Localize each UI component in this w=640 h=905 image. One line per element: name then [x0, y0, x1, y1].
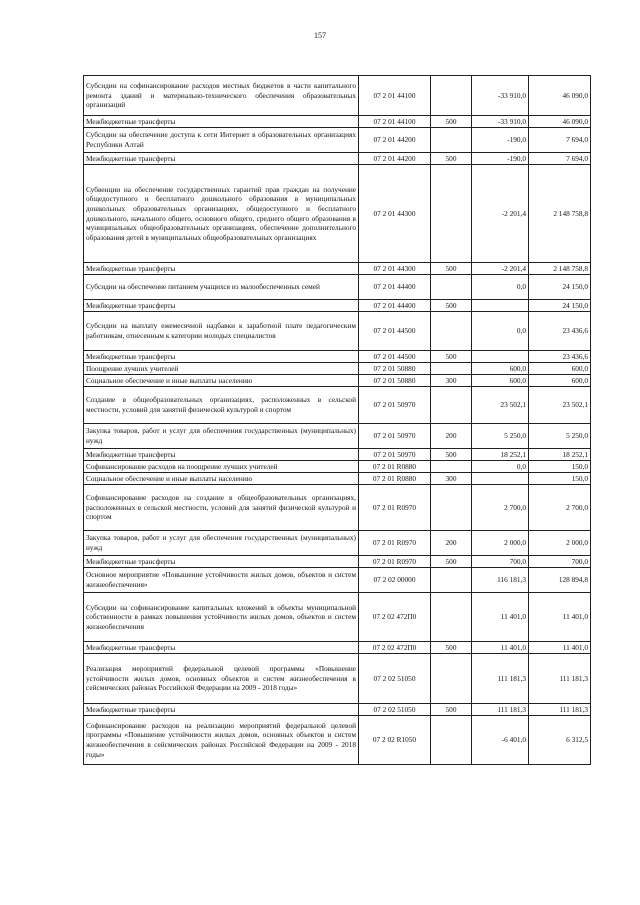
- row-csr-cell: 07 2 02 51050: [359, 704, 431, 716]
- row-vr-cell: [431, 275, 472, 300]
- row-csr-cell: 07 2 02 472П0: [359, 642, 431, 654]
- row-csr-cell: 07 2 01 44400: [359, 275, 431, 300]
- row-change-cell: 0,0: [472, 312, 529, 351]
- row-vr-cell: [431, 165, 472, 263]
- row-change-cell: 23 502,1: [472, 387, 529, 424]
- row-csr-cell: 07 2 01 44200: [359, 153, 431, 165]
- row-change-cell: -2 201,4: [472, 263, 529, 275]
- row-vr-cell: 500: [431, 351, 472, 363]
- row-vr-cell: [431, 312, 472, 351]
- row-vr-cell: [431, 593, 472, 642]
- table-row: [84, 300, 591, 312]
- row-vr-cell: [431, 485, 472, 531]
- row-vr-cell: 500: [431, 300, 472, 312]
- row-change-cell: -190,0: [472, 153, 529, 165]
- table-row: [84, 165, 591, 263]
- row-name-cell: Межбюджетные трансферты: [84, 116, 359, 128]
- row-change-cell: -190,0: [472, 128, 529, 153]
- row-csr-cell: 07 2 01 50970: [359, 387, 431, 424]
- row-total-cell: 11 401,0: [529, 642, 591, 654]
- row-total-cell: 18 252,1: [529, 449, 591, 461]
- row-name-cell: Субвенции на обеспечение государственных гарантий прав граждан на получение общедоступного и бесплатного дошкольного образования в муниципальных дошкольных образовательных организациях, общедоступного и бесплатного дошкольного, начального общего, основного общего, среднего общего образования в муниципальных общеобразовательных организациях, обеспечение дополнительного образования детей в муниципальных общеобразовательных организациях: [84, 165, 359, 263]
- row-change-cell: 18 252,1: [472, 449, 529, 461]
- table-row: [84, 387, 591, 424]
- row-vr-cell: 300: [431, 375, 472, 387]
- table-row: [84, 593, 591, 642]
- row-change-cell: [472, 473, 529, 485]
- row-total-cell: 111 181,3: [529, 704, 591, 716]
- row-name-cell: Софинансирование расходов на реализацию мероприятий федеральной целевой программы «Повышение устойчивости жилых домов, основных объектов и систем жизнеобеспечения в сейсмических районах Российской Федерации на 2009 - 2018 годы»: [84, 716, 359, 765]
- row-total-cell: 2 148 758,8: [529, 165, 591, 263]
- row-total-cell: 24 150,0: [529, 275, 591, 300]
- row-csr-cell: 07 2 02 472П0: [359, 593, 431, 642]
- table-row: [84, 363, 591, 375]
- budget-table: [83, 75, 591, 765]
- table-row: [84, 312, 591, 351]
- row-csr-cell: 07 2 02 R1050: [359, 716, 431, 765]
- table-row: [84, 449, 591, 461]
- table-row: [84, 116, 591, 128]
- row-name-cell: Межбюджетные трансферты: [84, 704, 359, 716]
- row-csr-cell: 07 2 01 R0970: [359, 531, 431, 556]
- row-csr-cell: 07 2 01 R0880: [359, 461, 431, 473]
- table-row: [84, 76, 591, 116]
- row-name-cell: Софинансирование расходов на поощрение лучших учителей: [84, 461, 359, 473]
- row-vr-cell: 500: [431, 556, 472, 568]
- row-total-cell: 128 894,8: [529, 568, 591, 593]
- row-change-cell: [472, 351, 529, 363]
- row-total-cell: 46 090,0: [529, 76, 591, 116]
- table-row: [84, 568, 591, 593]
- table-row: [84, 461, 591, 473]
- row-name-cell: Субсидии на обеспечение доступа к сети Интернет в образовательных организациях Республики Алтай: [84, 128, 359, 153]
- row-vr-cell: 300: [431, 473, 472, 485]
- row-vr-cell: [431, 76, 472, 116]
- row-change-cell: -33 910,0: [472, 76, 529, 116]
- row-change-cell: 600,0: [472, 375, 529, 387]
- row-vr-cell: [431, 363, 472, 375]
- row-name-cell: Закупка товаров, работ и услуг для обеспечения государственных (муниципальных) нужд: [84, 531, 359, 556]
- row-change-cell: 11 401,0: [472, 642, 529, 654]
- row-total-cell: 23 502,1: [529, 387, 591, 424]
- row-csr-cell: 07 2 01 44400: [359, 300, 431, 312]
- row-vr-cell: [431, 568, 472, 593]
- row-total-cell: 150,0: [529, 461, 591, 473]
- row-name-cell: Межбюджетные трансферты: [84, 351, 359, 363]
- row-name-cell: Межбюджетные трансферты: [84, 153, 359, 165]
- row-name-cell: Субсидии на обеспечение питанием учащихся из малообеспеченных семей: [84, 275, 359, 300]
- row-csr-cell: 07 2 01 44500: [359, 312, 431, 351]
- row-change-cell: 116 181,3: [472, 568, 529, 593]
- row-csr-cell: 07 2 01 R0970: [359, 485, 431, 531]
- row-csr-cell: 07 2 01 44500: [359, 351, 431, 363]
- row-vr-cell: [431, 128, 472, 153]
- row-name-cell: Реализация мероприятий федеральной целевой программы «Повышение устойчивости жилых домов, основных объектов и систем жизнеобеспечения в сейсмических районах Российской Федерации на 2009 - 2018 годы»: [84, 654, 359, 704]
- table-row: [84, 556, 591, 568]
- row-csr-cell: 07 2 01 44200: [359, 128, 431, 153]
- row-total-cell: 600,0: [529, 363, 591, 375]
- row-csr-cell: 07 2 01 R0970: [359, 556, 431, 568]
- row-change-cell: 5 250,0: [472, 424, 529, 449]
- row-csr-cell: 07 2 02 51050: [359, 654, 431, 704]
- row-vr-cell: 500: [431, 704, 472, 716]
- row-change-cell: 0,0: [472, 275, 529, 300]
- row-change-cell: 2 000,0: [472, 531, 529, 556]
- row-change-cell: -6 401,0: [472, 716, 529, 765]
- row-total-cell: 2 148 758,8: [529, 263, 591, 275]
- row-total-cell: 7 694,0: [529, 128, 591, 153]
- row-vr-cell: [431, 654, 472, 704]
- row-name-cell: Субсидии на выплату ежемесячной надбавки к заработной плате педагогическим работникам, отнесенным к категории молодых специалистов: [84, 312, 359, 351]
- row-change-cell: -33 910,0: [472, 116, 529, 128]
- table-row: [84, 153, 591, 165]
- row-change-cell: 111 181,3: [472, 654, 529, 704]
- row-name-cell: Субсидии на софинансирование расходов местных бюджетов в части капитального ремонта зданий и материально-технического обеспечения образовательных организаций: [84, 76, 359, 116]
- table-row: [84, 642, 591, 654]
- table-row: [84, 263, 591, 275]
- page-number: 157: [314, 31, 326, 40]
- row-csr-cell: 07 2 01 44100: [359, 76, 431, 116]
- table-row: [84, 424, 591, 449]
- table-row: [84, 531, 591, 556]
- table-row: [84, 654, 591, 704]
- row-total-cell: 150,0: [529, 473, 591, 485]
- row-csr-cell: 07 2 01 44300: [359, 165, 431, 263]
- row-change-cell: 700,0: [472, 556, 529, 568]
- row-name-cell: Социальное обеспечение и иные выплаты населению: [84, 375, 359, 387]
- table-row: [84, 128, 591, 153]
- row-total-cell: 23 436,6: [529, 351, 591, 363]
- budget-table-body: [84, 76, 591, 765]
- row-change-cell: 0,0: [472, 461, 529, 473]
- row-vr-cell: 200: [431, 424, 472, 449]
- table-row: [84, 716, 591, 765]
- row-total-cell: 5 250,0: [529, 424, 591, 449]
- row-name-cell: Поощрение лучших учителей: [84, 363, 359, 375]
- row-total-cell: 11 401,0: [529, 593, 591, 642]
- table-row: [84, 485, 591, 531]
- row-change-cell: [472, 300, 529, 312]
- row-vr-cell: 500: [431, 642, 472, 654]
- row-vr-cell: 500: [431, 116, 472, 128]
- row-total-cell: 700,0: [529, 556, 591, 568]
- row-change-cell: -2 201,4: [472, 165, 529, 263]
- row-total-cell: 2 000,0: [529, 531, 591, 556]
- row-change-cell: 111 181,3: [472, 704, 529, 716]
- row-total-cell: 600,0: [529, 375, 591, 387]
- row-csr-cell: 07 2 01 44100: [359, 116, 431, 128]
- row-vr-cell: 500: [431, 263, 472, 275]
- row-vr-cell: 500: [431, 153, 472, 165]
- row-vr-cell: [431, 716, 472, 765]
- row-vr-cell: [431, 387, 472, 424]
- row-name-cell: Межбюджетные трансферты: [84, 449, 359, 461]
- row-name-cell: Межбюджетные трансферты: [84, 556, 359, 568]
- row-csr-cell: 07 2 02 00000: [359, 568, 431, 593]
- row-csr-cell: 07 2 01 50970: [359, 424, 431, 449]
- row-name-cell: Межбюджетные трансферты: [84, 642, 359, 654]
- row-csr-cell: 07 2 01 44300: [359, 263, 431, 275]
- row-csr-cell: 07 2 01 50970: [359, 449, 431, 461]
- row-vr-cell: 200: [431, 531, 472, 556]
- row-change-cell: 600,0: [472, 363, 529, 375]
- row-name-cell: Межбюджетные трансферты: [84, 300, 359, 312]
- row-name-cell: Создание в общеобразовательных организациях, расположенных в сельской местности, условий для занятий физической культурой и спортом: [84, 387, 359, 424]
- row-name-cell: Социальное обеспечение и иные выплаты населению: [84, 473, 359, 485]
- row-vr-cell: [431, 461, 472, 473]
- row-name-cell: Межбюджетные трансферты: [84, 263, 359, 275]
- row-csr-cell: 07 2 01 50880: [359, 363, 431, 375]
- row-csr-cell: 07 2 01 50880: [359, 375, 431, 387]
- table-row: [84, 351, 591, 363]
- row-name-cell: Субсидии на софинансирование капитальных вложений в объекты муниципальной собственности в рамках повышения устойчивости жилых домов, объектов и систем жизнеобеспечения: [84, 593, 359, 642]
- row-change-cell: 2 700,0: [472, 485, 529, 531]
- row-vr-cell: 500: [431, 449, 472, 461]
- row-total-cell: 2 700,0: [529, 485, 591, 531]
- table-row: [84, 473, 591, 485]
- row-change-cell: 11 401,0: [472, 593, 529, 642]
- row-name-cell: Закупка товаров, работ и услуг для обеспечения государственных (муниципальных) нужд: [84, 424, 359, 449]
- row-total-cell: 24 150,0: [529, 300, 591, 312]
- row-total-cell: 46 090,0: [529, 116, 591, 128]
- row-name-cell: Основное мероприятие «Повышение устойчивости жилых домов, объектов и систем жизнеобеспечения»: [84, 568, 359, 593]
- row-total-cell: 23 436,6: [529, 312, 591, 351]
- table-row: [84, 375, 591, 387]
- row-total-cell: 111 181,3: [529, 654, 591, 704]
- row-csr-cell: 07 2 01 R0880: [359, 473, 431, 485]
- row-total-cell: 6 312,5: [529, 716, 591, 765]
- row-total-cell: 7 694,0: [529, 153, 591, 165]
- table-row: [84, 275, 591, 300]
- table-row: [84, 704, 591, 716]
- row-name-cell: Софинансирование расходов на создание в общеобразовательных организациях, расположенных в сельской местности, условий для занятий физической культурой и спортом: [84, 485, 359, 531]
